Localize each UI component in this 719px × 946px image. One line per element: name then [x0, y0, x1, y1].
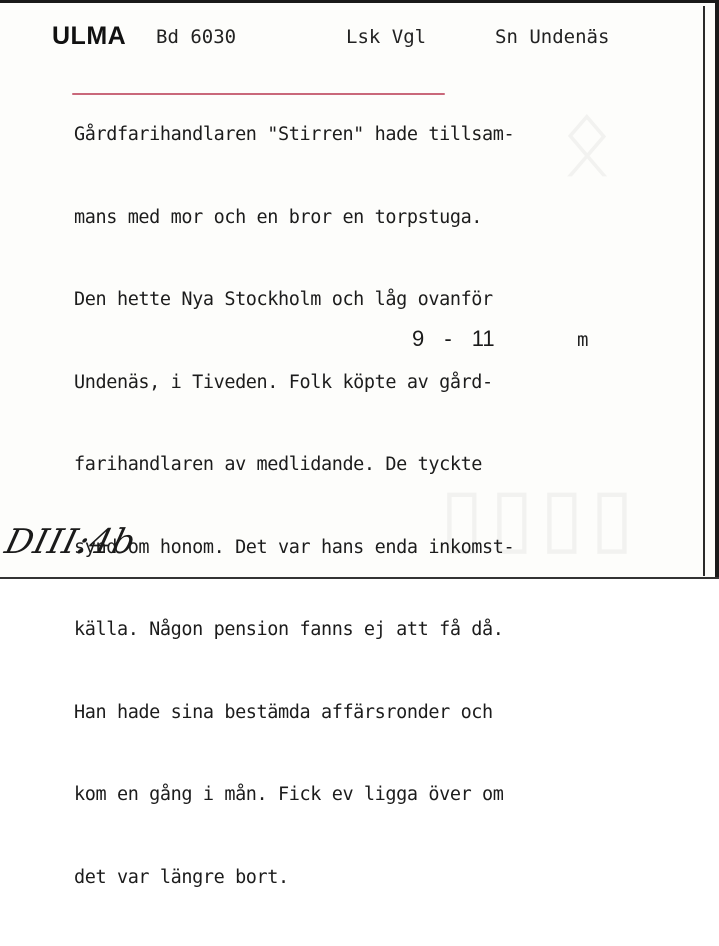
- province-field: Lsk Vgl: [346, 26, 427, 48]
- record-text: [74, 66, 514, 946]
- archive-stamp: ULMA: [52, 22, 127, 50]
- text-line: källa. Någon pension fanns ej att få då.: [74, 619, 504, 640]
- bleed-through-mark: [560, 90, 614, 195]
- text-line: Gårdfarihandlaren "Stirren" hade tillsam-: [74, 124, 515, 145]
- text-line: mans med mor och en bror en torpstuga.: [74, 206, 483, 228]
- card-header: [52, 22, 652, 56]
- text-line: synd om honom. Det var hans enda inkomst-: [74, 536, 515, 558]
- card-top-edge: [0, 0, 719, 3]
- unit-label: m: [577, 329, 589, 351]
- card-right-edge: [715, 0, 719, 579]
- text-line: det var längre bort.: [74, 866, 289, 888]
- text-line: Han hade sina bestämda affärsronder och: [74, 701, 493, 723]
- text-line: Den hette Nya Stockholm och låg ovanför: [74, 289, 493, 310]
- text-line: kom en gång i mån. Fick ev ligga över om: [74, 784, 504, 805]
- card-right-rule: [703, 6, 705, 576]
- handwritten-signum: DIII:4b: [1, 522, 141, 562]
- record-number: Bd 6030: [156, 26, 237, 48]
- date-code: 9 - 11: [412, 326, 495, 351]
- text-line: Undenäs, i Tiveden. Folk köpte av gård-: [74, 371, 493, 393]
- parish-field: Sn Undenäs: [495, 26, 610, 48]
- text-line: farihandlaren av medlidande. De tyckte: [74, 454, 483, 475]
